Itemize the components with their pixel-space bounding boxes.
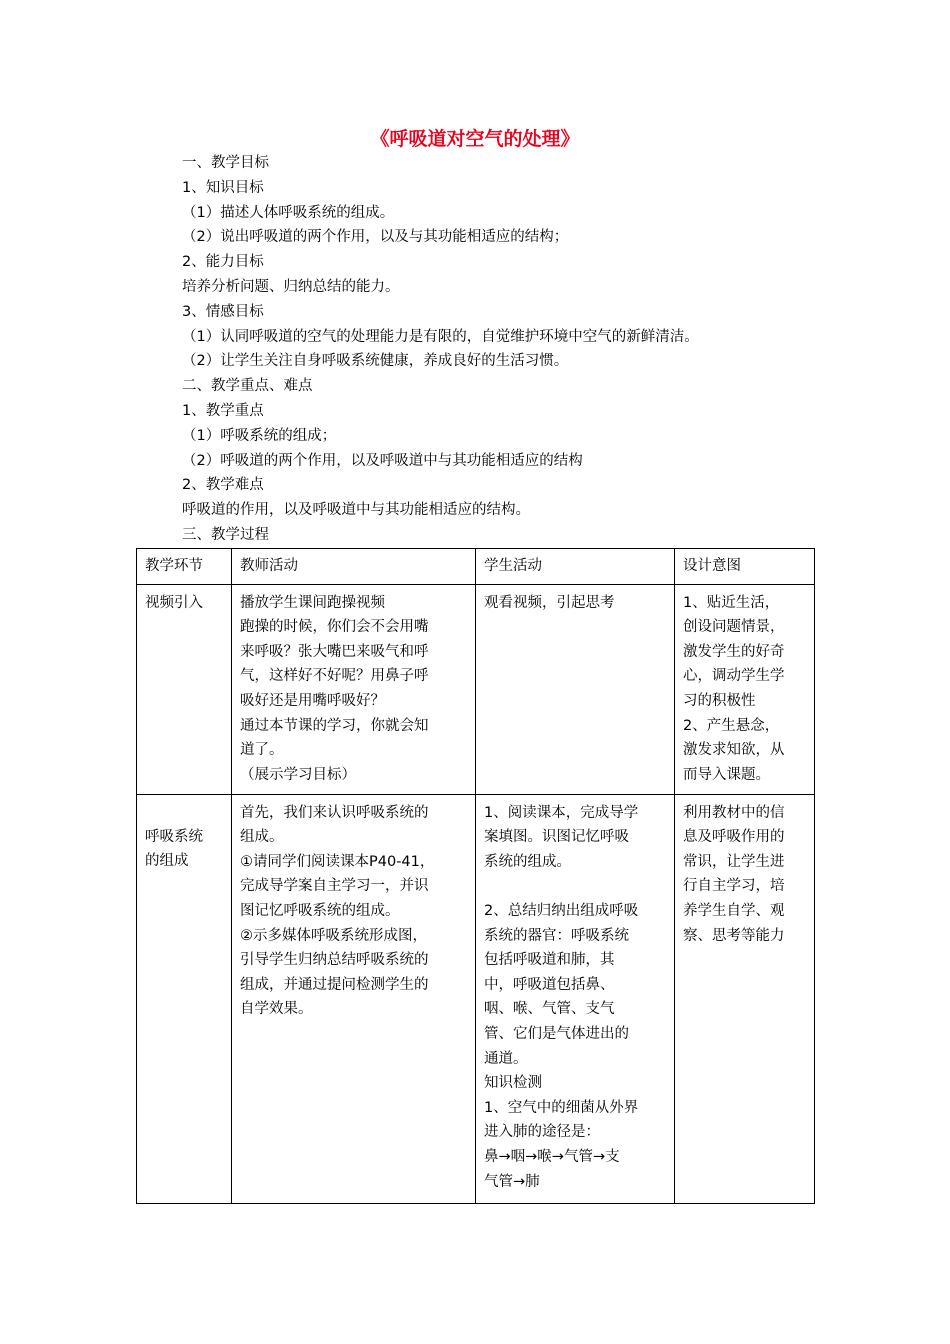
teaching-process-table (136, 548, 815, 1204)
table-header-row (137, 549, 815, 585)
objective-item: （1）认同呼吸道的空气的处理能力是有限的，自觉维护环境中空气的新鲜清洁。 (182, 328, 699, 345)
header-cell: 设计意图 (675, 549, 815, 585)
table-row (137, 794, 815, 1203)
section-heading: 三、教学过程 (182, 526, 269, 543)
objectives-section (182, 151, 822, 548)
document-title: 《呼吸道对空气的处理》 (370, 128, 580, 150)
subheading: 1、教学重点 (182, 402, 264, 419)
subheading: 2、能力目标 (182, 254, 264, 271)
blank-line (484, 874, 666, 899)
header-cell: 学生活动 (476, 549, 675, 585)
teacher-activity-cell: 播放学生课间跑操视频 跑操的时候，你们会不会用嘴 来呼吸？张大嘴巴来吸气和呼 气，这样好不好呢？用鼻子呼 吸好还是用嘴呼吸好？ 通过本节课的学习，你就会知 道了。 （展示学习目标） (232, 584, 476, 794)
student-activity-cell: 观看视频，引起思考 (476, 584, 675, 794)
design-intent-cell: 利用教材中的信 息及呼吸作用的 常识，让学生进 行自主学习，培 养学生自学、观 察、思考等能力 (675, 794, 815, 1203)
subheading: 2、教学难点 (182, 477, 264, 494)
section-heading: 一、教学目标 (182, 155, 269, 171)
section-heading: 二、教学重点、难点 (182, 378, 313, 395)
stage-cell: 视频引入 (137, 584, 232, 794)
objective-item: 呼吸道的作用，以及呼吸道中与其功能相适应的结构。 (182, 502, 530, 519)
objective-item: （1）呼吸系统的组成； (182, 427, 337, 444)
teacher-activity-cell: 首先，我们来认识呼吸系统的 组成。 ①请同学们阅读课本P40-41， 完成导学案自主学习一，并识 图记忆呼吸系统的组成。 ②示多媒体呼吸系统形成图， 引导学生归纳总结呼吸系统的 组成，并通过提问检测学生的 自学效果。 (232, 794, 476, 1203)
objective-item: （1）描述人体呼吸系统的组成。 (182, 204, 395, 221)
header-cell: 教学环节 (137, 549, 232, 585)
header-cell: 教师活动 (232, 549, 476, 585)
objective-item: 培养分析问题、归纳总结的能力。 (182, 278, 400, 295)
subheading: 3、情感目标 (182, 303, 264, 320)
student-activity-cell: 1、阅读课本，完成导学 案填图。识图记忆呼吸 系统的组成。 2、总结归纳出组成呼吸 系统的器官：呼吸系统 包括呼吸道和肺，其 中，呼吸道包括鼻、 咽、喉、气管、支气 管、它们是气体进出的 通道。 知识检测 1、空气中的细菌从外界 进入肺的途径是： 鼻→咽→喉→气管→支 气管→肺 (476, 794, 675, 1203)
design-intent-cell: 1、贴近生活， 创设问题情景， 激发学生的好奇 心，调动学生学 习的积极性 2、产生悬念， 激发求知欲，从 而导入课题。 (675, 584, 815, 794)
objective-item: （2）说出呼吸道的两个作用，以及与其功能相适应的结构； (182, 229, 569, 246)
stage-cell: 呼吸系统 的组成 (137, 794, 232, 1203)
objective-item: （2）让学生关注自身呼吸系统健康，养成良好的生活习惯。 (182, 353, 569, 370)
subheading: 1、知识目标 (182, 179, 264, 196)
objective-item: （2）呼吸道的两个作用，以及呼吸道中与其功能相适应的结构 (182, 452, 583, 469)
table-row (137, 584, 815, 794)
